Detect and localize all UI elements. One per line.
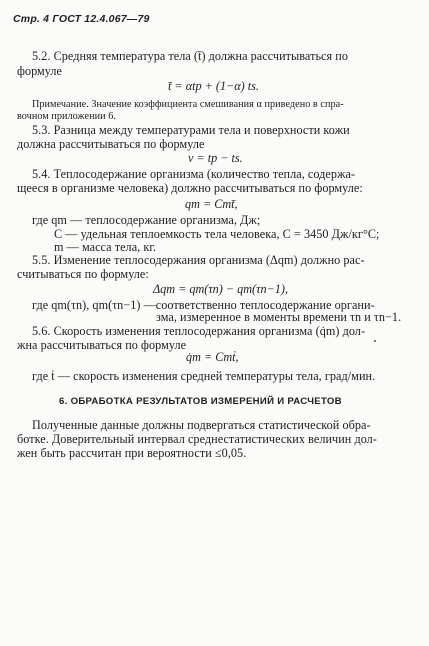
page-header: Стр. 4 ГОСТ 12.4.067—79: [13, 13, 150, 25]
section-6-line-1: Полученные данные должны подвергаться статистической обра-: [32, 418, 371, 432]
clause-5-2-line-2: формуле: [17, 64, 63, 78]
print-speck: [374, 340, 376, 342]
formula-mean-temperature: t̄ = αtp + (1−α) ts.: [168, 79, 259, 93]
legend-1-line-2: C — удельная теплоемкость тела человека, C = 3450 Дж/кг°С;: [54, 227, 380, 241]
legend-1-line-1: где qm — теплосодержание организма, Дж;: [32, 213, 261, 227]
clause-5-5-line-1: 5.5. Изменение теплосодержания организма (Δqm) должно рас-: [32, 253, 365, 267]
formula-temperature-difference: v = tp − ts.: [188, 151, 243, 165]
clause-5-3-line-2: должна рассчитываться по формуле: [17, 137, 205, 151]
note-line-2: вочном приложении 6.: [17, 111, 116, 122]
clause-5-6-line-2: жна рассчитываться по формуле: [17, 338, 187, 352]
clause-5-3-line-1: 5.3. Разница между температурами тела и поверхности кожи: [32, 123, 350, 137]
clause-5-5-line-2: считываться по формуле:: [17, 267, 149, 281]
legend-2-line-1: где qm(τn), qm(τn−1) —соответственно теплосодержание органи-: [32, 298, 375, 312]
clause-5-4-line-1: 5.4. Теплосодержание организма (количество тепла, содержа-: [32, 167, 356, 181]
formula-heat-content: qm = Cmt̄,: [185, 197, 238, 211]
legend-1-line-3: m — масса тела, кг.: [54, 240, 157, 254]
section-6-heading: 6. ОБРАБОТКА РЕЗУЛЬТАТОВ ИЗМЕРЕНИЙ И РАСЧЕТОВ: [59, 396, 342, 407]
formula-heat-content-change: Δqm = qm(τn) − qm(τn−1),: [153, 282, 288, 296]
legend-2-line-2: зма, измеренное в моменты времени τn и τn−1.: [156, 310, 402, 324]
clause-5-6-line-1: 5.6. Скорость изменения теплосодержания организма (q̇m) дол-: [32, 324, 366, 338]
clause-5-4-line-2: щееся в организме человека) должно рассчитываться по формуле:: [17, 181, 363, 195]
note-line-1: Примечание. Значение коэффициента смешивания α приведено в спра-: [32, 99, 344, 110]
section-6-line-2: ботке. Доверительный интервал среднестатистических величин дол-: [17, 432, 377, 446]
formula-heat-content-rate: q̇m = Cmṫ,: [186, 350, 239, 364]
section-6-line-3: жен быть рассчитан при вероятности ≤0,05.: [17, 446, 247, 460]
clause-5-2-line-1: 5.2. Средняя температура тела (t̄) должна рассчитываться по: [32, 49, 348, 63]
legend-3-line-1: где ṫ — скорость изменения средней температуры тела, град/мин.: [32, 369, 376, 383]
